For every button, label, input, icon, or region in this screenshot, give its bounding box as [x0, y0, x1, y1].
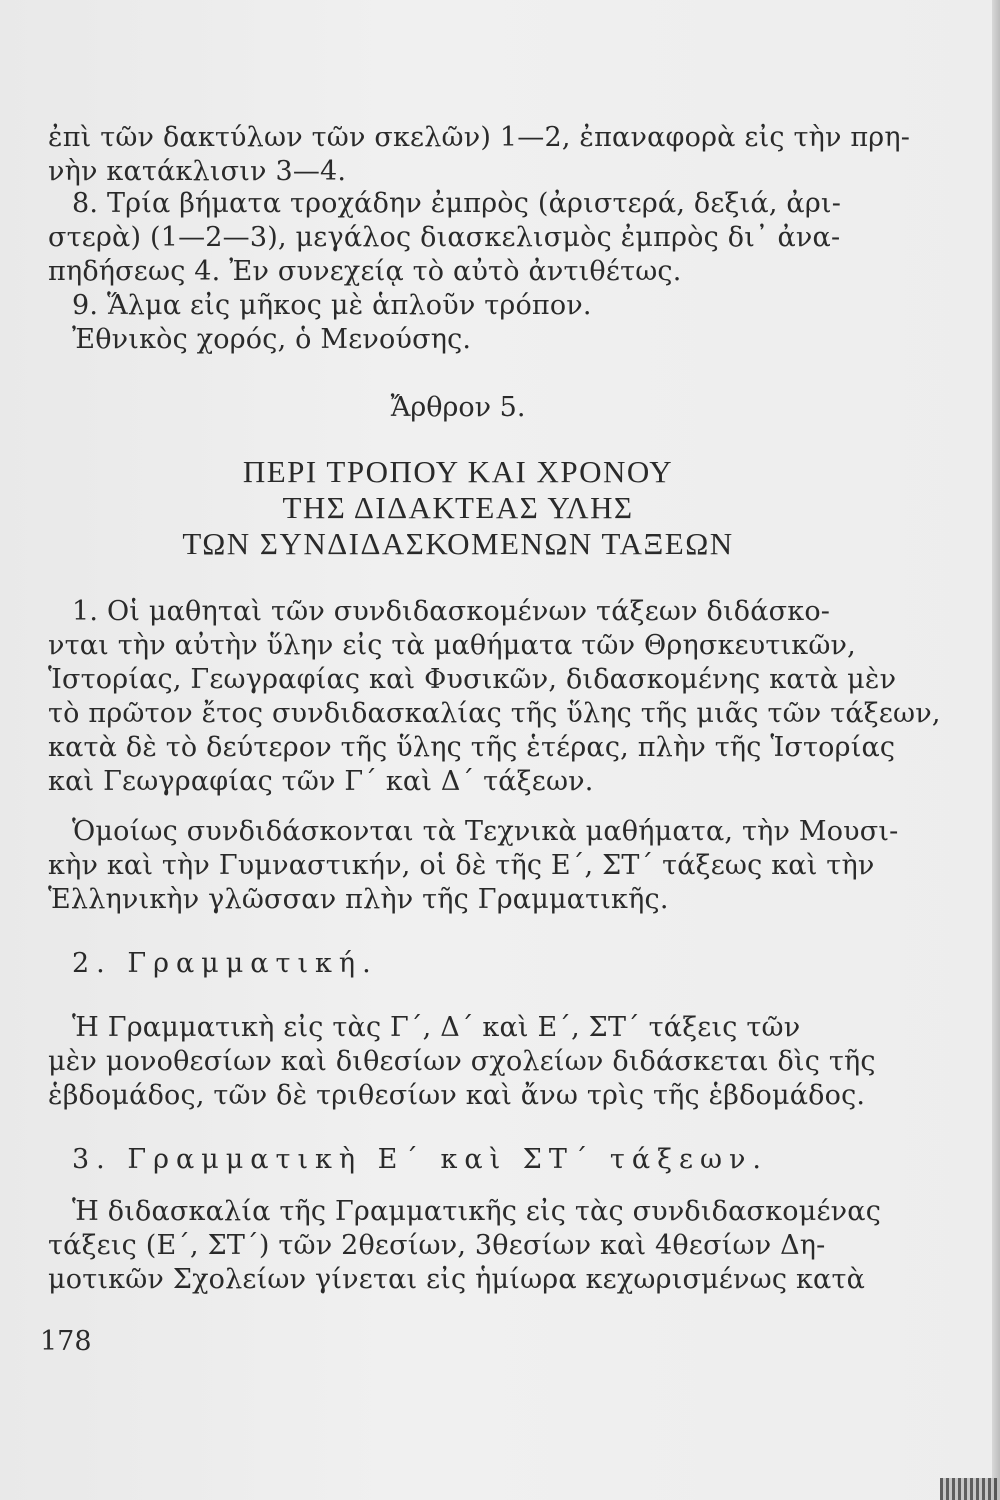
text-line: πηδήσεως 4. Ἐν συνεχείᾳ τὸ αὐτὸ ἀντιθέτως.: [48, 256, 682, 287]
text-line: Ἱστορίας, Γεωγραφίας καὶ Φυσικῶν, διδασκομένης κατὰ μὲν: [48, 664, 897, 695]
text-line: Ὁμοίως συνδιδάσκονται τὰ Τεχνικὰ μαθήματα, τὴν Μουσι-: [72, 816, 899, 847]
text-line: νται τὴν αὐτὴν ὕλην εἰς τὰ μαθήματα τῶν Θρησκευτικῶν,: [48, 630, 856, 661]
subsection-title: 3. Γραμματικὴ Ε΄ καὶ ΣΤ΄ τάξεων.: [72, 1144, 768, 1175]
text-line: στερὰ) (1—2—3), μεγάλος διασκελισμὸς ἐμπρὸς δι᾽ ἀνα-: [48, 222, 841, 253]
text-line: καὶ Γεωγραφίας τῶν Γ΄ καὶ Δ΄ τάξεων.: [48, 766, 594, 797]
section-heading: ΤΗΣ ΔΙΔΑΚΤΕΑΣ ΥΛΗΣ: [282, 490, 634, 525]
text-line: μὲν μονοθεσίων καὶ διθεσίων σχολείων διδάσκεται δὶς τῆς: [48, 1046, 876, 1077]
section-heading: ΠΕΡΙ ΤΡΟΠΟΥ ΚΑΙ ΧΡΟΝΟΥ: [242, 454, 674, 489]
text-line: Ἡ Γραμματικὴ εἰς τὰς Γ΄, Δ΄ καὶ Ε΄, ΣΤ΄ τάξεις τῶν: [72, 1012, 801, 1043]
page-edge: [992, 0, 1000, 1500]
binding-edge: [940, 1478, 1000, 1500]
text-line: 1. Οἱ μαθηταὶ τῶν συνδιδασκομένων τάξεων διδάσκο-: [72, 596, 831, 627]
text-line: νὴν κατάκλισιν 3—4.: [48, 156, 347, 187]
article-label: Ἄρθρον 5.: [390, 392, 526, 423]
text-line: Ἐθνικὸς χορός, ὁ Μενούσης.: [72, 324, 472, 355]
text-line: ἐπὶ τῶν δακτύλων τῶν σκελῶν) 1—2, ἐπαναφορὰ εἰς τὴν πρη-: [48, 122, 911, 153]
text-line: μοτικῶν Σχολείων γίνεται εἰς ἡμίωρα κεχωρισμένως κατὰ: [48, 1264, 866, 1295]
text-line: τάξεις (Ε΄, ΣΤ΄) τῶν 2θεσίων, 3θεσίων καὶ 4θεσίων Δη-: [48, 1230, 826, 1261]
text-line: Ἡ διδασκαλία τῆς Γραμματικῆς εἰς τὰς συνδιδασκομένας: [72, 1196, 882, 1227]
page-number: 178: [40, 1326, 92, 1357]
text-line: 9. Ἅλμα εἰς μῆκος μὲ ἁπλοῦν τρόπον.: [72, 290, 592, 321]
text-line: κατὰ δὲ τὸ δεύτερον τῆς ὕλης τῆς ἑτέρας, πλὴν τῆς Ἱστορίας: [48, 732, 896, 763]
text-line: τὸ πρῶτον ἔτος συνδιδασκαλίας τῆς ὕλης τῆς μιᾶς τῶν τάξεων,: [48, 698, 941, 729]
text-line: 8. Τρία βήματα τροχάδην ἐμπρὸς (ἀριστερά, δεξιά, ἀρι-: [72, 188, 842, 219]
text-line: Ἑλληνικὴν γλῶσσαν πλὴν τῆς Γραμματικῆς.: [48, 884, 669, 915]
text-line: ἑβδομάδος, τῶν δὲ τριθεσίων καὶ ἄνω τρὶς τῆς ἑβδομάδος.: [48, 1080, 866, 1111]
subsection-title: 2. Γραμματική.: [72, 948, 378, 979]
text-line: κὴν καὶ τὴν Γυμναστικήν, οἱ δὲ τῆς Ε΄, ΣΤ΄ τάξεως καὶ τὴν: [48, 850, 875, 881]
section-heading: ΤΩΝ ΣΥΝΔΙΔΑΣΚΟΜΕΝΩΝ ΤΑΞΕΩΝ: [182, 526, 734, 561]
